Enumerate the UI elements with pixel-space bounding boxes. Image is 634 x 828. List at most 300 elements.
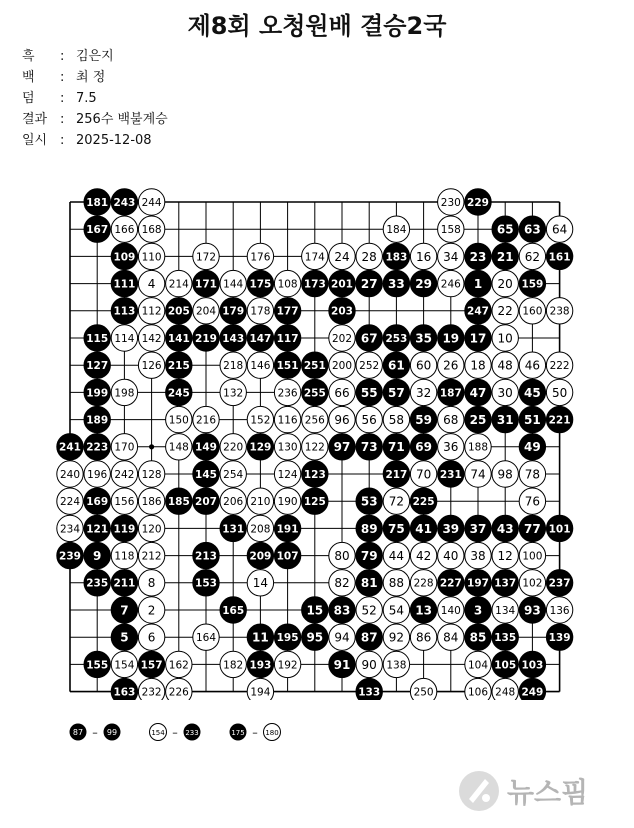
black-stone — [111, 270, 137, 296]
white-stone — [383, 570, 409, 596]
legend-item — [148, 722, 206, 742]
move-number: 141 — [167, 332, 190, 345]
move-number: 241 — [59, 441, 81, 454]
move-number: 103 — [521, 659, 544, 672]
black-stone — [329, 434, 355, 460]
move-number: 32 — [415, 385, 432, 400]
white-stone — [492, 325, 518, 351]
move-number: 215 — [167, 360, 190, 373]
white-stone — [220, 352, 246, 378]
move-number: 90 — [361, 657, 377, 672]
black-stone — [247, 434, 273, 460]
white-stone — [438, 597, 464, 623]
white-stone — [519, 570, 545, 596]
move-number: 138 — [386, 659, 407, 672]
black-stone — [220, 298, 246, 324]
white-stone — [274, 651, 300, 677]
black-stone — [519, 678, 545, 700]
white-stone — [138, 678, 164, 700]
white-stone — [274, 379, 300, 405]
move-number: 228 — [413, 577, 434, 590]
move-number: 132 — [223, 387, 244, 400]
white-stone — [383, 216, 409, 242]
move-number: 193 — [249, 659, 272, 672]
info-row-date: 일시 : 2025-12-08 — [22, 133, 152, 148]
watermark — [455, 766, 630, 816]
move-number: 220 — [223, 441, 244, 454]
move-number: 112 — [141, 305, 162, 318]
white-stone — [111, 651, 137, 677]
black-stone — [410, 434, 436, 460]
white-stone — [138, 243, 164, 269]
white-stone — [438, 406, 464, 432]
white-stone — [329, 379, 355, 405]
move-number: 148 — [168, 441, 189, 454]
white-stone — [138, 189, 164, 215]
white-stone — [438, 270, 464, 296]
move-number: 77 — [524, 521, 541, 536]
move-number: 12 — [497, 549, 513, 564]
move-number: 184 — [386, 224, 407, 237]
move-number: 243 — [113, 196, 136, 209]
white-stone — [519, 298, 545, 324]
black-stone — [247, 624, 273, 650]
move-number: 170 — [114, 441, 135, 454]
move-number: 185 — [167, 496, 190, 509]
move-number: 48 — [497, 358, 513, 373]
white-stone — [492, 352, 518, 378]
info-label: 덤 — [22, 91, 35, 106]
black-stone — [84, 406, 110, 432]
move-number: 126 — [141, 360, 162, 373]
white-stone — [138, 325, 164, 351]
legend-dash: – — [172, 726, 178, 739]
white-stone — [546, 298, 572, 324]
move-number: 4 — [147, 277, 156, 292]
move-number: 54 — [388, 603, 405, 618]
black-stone — [465, 325, 491, 351]
move-number: 18 — [470, 358, 486, 373]
black-stone — [519, 406, 545, 432]
move-number: 118 — [114, 550, 135, 563]
move-number: 9 — [93, 549, 102, 564]
black-stone — [465, 243, 491, 269]
white-stone — [84, 461, 110, 487]
black-stone — [166, 379, 192, 405]
move-number: 120 — [141, 523, 162, 536]
move-number: 66 — [334, 385, 350, 400]
info-value: 김은지 — [76, 49, 114, 64]
move-number: 76 — [524, 494, 541, 509]
move-number: 115 — [86, 332, 109, 345]
move-number: 128 — [141, 468, 162, 481]
black-stone — [247, 270, 273, 296]
black-stone — [111, 243, 137, 269]
move-number: 202 — [331, 332, 353, 345]
black-stone — [302, 624, 328, 650]
black-stone — [519, 651, 545, 677]
move-number: 164 — [195, 632, 217, 645]
move-number: 196 — [87, 468, 108, 481]
black-stone — [302, 379, 328, 405]
move-number: 62 — [524, 249, 541, 264]
move-number: 11 — [252, 630, 269, 645]
black-stone — [546, 570, 572, 596]
white-stone — [193, 243, 219, 269]
move-number: 230 — [440, 196, 461, 209]
move-number: 57 — [388, 385, 405, 400]
move-number: 111 — [113, 278, 136, 291]
move-number: 251 — [303, 360, 326, 373]
black-stone — [111, 597, 137, 623]
move-number: 219 — [195, 332, 217, 345]
move-number: 58 — [388, 413, 405, 428]
move-number: 108 — [277, 278, 298, 291]
move-number: 192 — [277, 659, 298, 672]
move-number: 33 — [388, 277, 405, 292]
move-number: 187 — [439, 387, 462, 400]
white-stone — [220, 270, 246, 296]
white-stone — [410, 379, 436, 405]
move-number: 52 — [361, 603, 377, 618]
black-stone — [274, 542, 300, 568]
move-number: 242 — [114, 468, 135, 481]
black-stone — [111, 515, 137, 541]
white-stone — [438, 189, 464, 215]
move-number: 41 — [415, 521, 432, 536]
white-stone — [383, 542, 409, 568]
white-stone — [383, 406, 409, 432]
white-stone — [356, 352, 382, 378]
black-stone — [546, 515, 572, 541]
move-number: 84 — [443, 630, 459, 645]
move-number: 23 — [469, 249, 487, 264]
move-number: 110 — [141, 251, 162, 264]
black-stone — [329, 651, 355, 677]
white-stone — [138, 515, 164, 541]
white-stone — [166, 270, 192, 296]
move-number: 29 — [415, 277, 432, 292]
white-stone — [519, 488, 545, 514]
black-stone — [84, 515, 110, 541]
white-stone — [329, 624, 355, 650]
black-stone — [410, 406, 436, 432]
move-number: 119 — [113, 523, 136, 536]
move-number: 224 — [59, 496, 81, 509]
move-number: 37 — [469, 521, 487, 536]
white-stone — [247, 298, 273, 324]
black-stone — [302, 597, 328, 623]
move-number: 173 — [303, 278, 326, 291]
black-stone — [383, 352, 409, 378]
black-stone — [57, 434, 83, 460]
move-number: 154 — [114, 659, 135, 672]
move-number: 155 — [86, 659, 109, 672]
white-stone — [193, 624, 219, 650]
info-value: 최 정 — [76, 70, 106, 85]
move-number: 194 — [250, 686, 271, 699]
black-stone — [84, 189, 110, 215]
black-stone — [356, 570, 382, 596]
legend-item — [228, 722, 286, 742]
black-stone — [492, 570, 518, 596]
white-stone — [302, 406, 328, 432]
white-stone — [247, 406, 273, 432]
black-stone — [302, 270, 328, 296]
white-stone — [492, 542, 518, 568]
newspim-logo-icon — [459, 771, 499, 811]
white-stone — [220, 461, 246, 487]
move-number: 50 — [551, 385, 568, 400]
move-number: 38 — [470, 549, 486, 564]
white-stone — [247, 243, 273, 269]
black-stone — [111, 678, 137, 700]
white-stone — [247, 515, 273, 541]
move-number: 176 — [250, 251, 271, 264]
white-stone — [492, 270, 518, 296]
info-value: 7.5 — [76, 91, 97, 106]
move-number: 255 — [303, 387, 326, 400]
move-number: 254 — [223, 468, 244, 481]
move-number: 35 — [415, 331, 432, 346]
move-number: 49 — [524, 440, 541, 455]
move-number: 223 — [86, 441, 109, 454]
white-stone — [492, 379, 518, 405]
move-number: 232 — [141, 686, 162, 699]
move-number: 117 — [276, 332, 299, 345]
move-number: 87 — [360, 630, 378, 645]
black-stone — [356, 624, 382, 650]
info-row-result: 결과 : 256수 백불계승 — [22, 112, 168, 127]
move-number: 162 — [168, 659, 189, 672]
white-stone — [410, 570, 436, 596]
white-stone — [519, 352, 545, 378]
move-number: 121 — [86, 523, 109, 536]
white-stone — [329, 542, 355, 568]
move-number: 88 — [388, 576, 405, 591]
move-number: 46 — [524, 358, 541, 373]
black-stone — [465, 270, 491, 296]
star-point — [149, 444, 154, 449]
move-number: 79 — [360, 549, 378, 564]
move-number: 3 — [473, 603, 483, 618]
black-stone — [111, 624, 137, 650]
white-stone — [111, 488, 137, 514]
white-stone — [111, 216, 137, 242]
black-stone — [546, 243, 572, 269]
info-value: 256수 백불계승 — [76, 112, 168, 127]
move-number: 85 — [469, 630, 487, 645]
black-stone — [84, 570, 110, 596]
move-number: 86 — [415, 630, 432, 645]
black-stone — [247, 651, 273, 677]
black-stone — [356, 515, 382, 541]
move-number: 209 — [249, 550, 272, 563]
white-stone — [465, 651, 491, 677]
move-number: 40 — [443, 549, 459, 564]
move-number: 16 — [415, 249, 432, 264]
move-number: 109 — [113, 251, 136, 264]
black-stone — [465, 406, 491, 432]
move-number: 207 — [195, 496, 217, 509]
move-number: 61 — [388, 358, 405, 373]
black-stone — [492, 243, 518, 269]
move-number: 123 — [303, 468, 326, 481]
black-stone — [166, 298, 192, 324]
white-stone — [138, 461, 164, 487]
move-number: 181 — [86, 196, 109, 209]
move-number: 22 — [497, 304, 513, 319]
black-stone — [193, 325, 219, 351]
white-stone — [465, 678, 491, 700]
move-number: 249 — [521, 686, 544, 699]
move-number: 17 — [469, 331, 487, 346]
move-number: 237 — [548, 577, 571, 590]
move-number: 83 — [333, 603, 351, 618]
move-number: 140 — [440, 604, 461, 617]
black-stone — [465, 298, 491, 324]
move-number: 200 — [331, 360, 353, 373]
move-number: 174 — [304, 251, 325, 264]
white-stone — [492, 678, 518, 700]
move-number: 211 — [113, 577, 136, 590]
legend-number: 180 — [265, 729, 279, 737]
move-number: 250 — [413, 686, 434, 699]
black-stone — [84, 352, 110, 378]
move-number: 106 — [467, 686, 489, 699]
white-stone — [383, 488, 409, 514]
black-stone — [519, 434, 545, 460]
move-number: 199 — [86, 387, 109, 400]
white-stone — [410, 678, 436, 700]
move-number: 65 — [496, 222, 514, 237]
move-number: 239 — [59, 550, 81, 563]
white-stone — [465, 352, 491, 378]
black-stone — [220, 597, 246, 623]
move-number: 203 — [331, 305, 353, 318]
info-row-black: 흑 : 김은지 — [22, 49, 114, 64]
move-number: 67 — [360, 331, 378, 346]
move-number: 151 — [276, 360, 299, 373]
black-stone — [438, 325, 464, 351]
move-number: 73 — [360, 440, 378, 455]
black-stone — [166, 325, 192, 351]
black-stone — [356, 434, 382, 460]
white-stone — [465, 461, 491, 487]
move-number: 104 — [467, 659, 489, 672]
move-number: 31 — [496, 413, 514, 428]
black-stone — [492, 624, 518, 650]
black-stone — [383, 434, 409, 460]
move-number: 245 — [167, 387, 190, 400]
black-stone — [274, 352, 300, 378]
black-stone — [438, 461, 464, 487]
move-number: 145 — [195, 468, 217, 481]
black-stone — [519, 216, 545, 242]
move-number: 238 — [549, 305, 570, 318]
white-stone — [383, 651, 409, 677]
black-stone — [84, 434, 110, 460]
move-number: 21 — [496, 249, 514, 264]
move-number: 74 — [470, 467, 486, 482]
black-stone — [519, 597, 545, 623]
white-stone — [438, 216, 464, 242]
move-number: 20 — [497, 277, 513, 292]
move-number: 127 — [86, 360, 109, 373]
white-stone — [111, 542, 137, 568]
black-stone — [111, 570, 137, 596]
move-number: 39 — [442, 521, 460, 536]
white-stone — [519, 542, 545, 568]
legend-number: 175 — [231, 729, 245, 737]
black-stone — [465, 570, 491, 596]
move-number: 80 — [334, 549, 350, 564]
white-stone — [247, 570, 273, 596]
black-stone — [84, 325, 110, 351]
move-number: 150 — [168, 414, 189, 427]
move-number: 70 — [415, 467, 432, 482]
black-stone — [465, 189, 491, 215]
white-stone — [166, 651, 192, 677]
white-stone — [138, 270, 164, 296]
move-number: 189 — [86, 414, 109, 427]
black-stone — [193, 542, 219, 568]
move-number: 158 — [440, 224, 461, 237]
black-stone — [356, 678, 382, 700]
black-stone — [329, 298, 355, 324]
move-number: 72 — [388, 494, 405, 509]
move-number: 163 — [113, 686, 136, 699]
black-stone — [465, 597, 491, 623]
move-number: 201 — [331, 278, 353, 291]
move-number: 210 — [250, 496, 271, 509]
black-stone — [546, 624, 572, 650]
white-stone — [410, 352, 436, 378]
white-stone — [410, 461, 436, 487]
legend-number: 154 — [151, 729, 165, 737]
black-stone — [438, 515, 464, 541]
black-stone — [410, 515, 436, 541]
white-stone — [220, 488, 246, 514]
move-number: 134 — [495, 604, 516, 617]
move-number: 10 — [497, 331, 513, 346]
white-stone — [138, 542, 164, 568]
black-stone — [302, 461, 328, 487]
white-stone — [138, 216, 164, 242]
move-number: 236 — [277, 387, 298, 400]
move-number: 227 — [439, 577, 462, 590]
white-stone — [111, 434, 137, 460]
white-stone — [329, 243, 355, 269]
move-number: 234 — [59, 523, 81, 536]
move-number: 182 — [223, 659, 244, 672]
black-stone — [492, 216, 518, 242]
white-stone — [410, 542, 436, 568]
white-stone — [329, 406, 355, 432]
move-number: 169 — [86, 496, 109, 509]
info-row-white: 백 : 최 정 — [22, 70, 106, 85]
white-stone — [356, 243, 382, 269]
move-number: 30 — [497, 385, 513, 400]
white-stone — [546, 379, 572, 405]
white-stone — [410, 624, 436, 650]
black-stone — [138, 651, 164, 677]
move-number: 92 — [388, 630, 405, 645]
black-stone — [274, 515, 300, 541]
white-stone — [519, 243, 545, 269]
black-stone — [410, 270, 436, 296]
black-stone — [465, 379, 491, 405]
